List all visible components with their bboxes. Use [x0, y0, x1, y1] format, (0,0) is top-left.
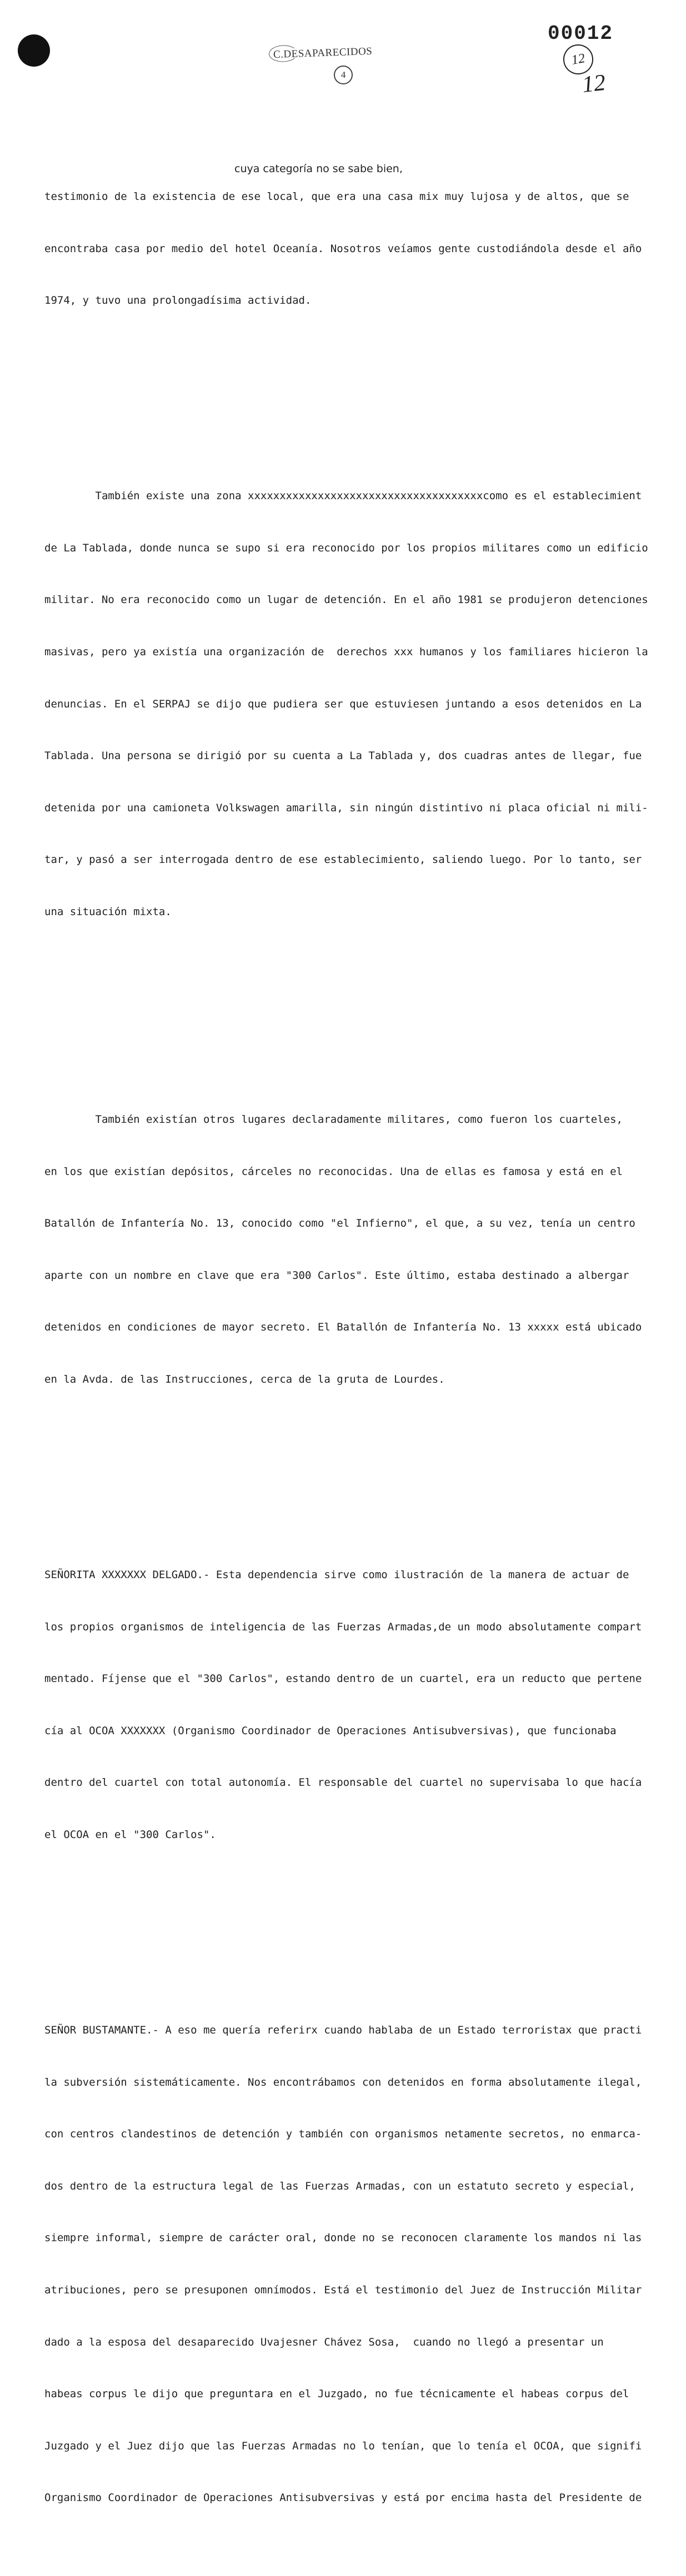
text-line: dado a la esposa del desaparecido Uvajesner Chávez Sosa, cuando no llegó a presentar un [44, 2336, 604, 2348]
text-line: También existían otros lugares declaradamente militares, como fueron los cuarteles, [44, 1113, 623, 1126]
text-line: una situación mixta. [44, 905, 172, 918]
archive-stamp-title: C.DESAPARECIDOS [273, 45, 373, 61]
text-line: Juzgado y el Juez dijo que las Fuerzas Armadas no lo tenían, que lo tenía el OCOA, que signifi [44, 2439, 642, 2452]
folio-circled-number: 12 [561, 42, 596, 77]
text-line: encontraba casa por medio del hotel Oceanía. Nosotros veíamos gente custodiándola desde el año [44, 242, 642, 255]
text-line: detenida por una camioneta Volkswagen amarilla, sin ningún distintivo ni placa oficial ni mili- [44, 801, 648, 814]
text-line: Batallón de Infantería No. 13, conocido como "el Infierno", el que, a su vez, tenía un centro [44, 1217, 635, 1230]
paragraph [44, 453, 648, 956]
text-line: tar, y pasó a ser interrogada dentro de ese establecimiento, saliendo luego. Por lo tanto, ser [44, 853, 642, 866]
text-line: el OCOA en el "300 Carlos". [44, 1828, 216, 1841]
text-line: en la Avda. de las Instrucciones, cerca de la gruta de Lourdes. [44, 1373, 445, 1385]
text-line: habeas corpus le dijo que preguntara en el Juzgado, no fue técnicamente el habeas corpus del [44, 2388, 629, 2401]
paragraph [44, 1077, 642, 1423]
text-line: los propios organismos de inteligencia de las Fuerzas Armadas,de un modo absolutamente compart [44, 1620, 642, 1633]
text-line: atribuciones, pero se presuponen omnímodos. Está el testimonio del Juez de Instrucción Militar [44, 2283, 642, 2296]
text-line: siempre informal, siempre de carácter oral, donde no se reconocen claramente los mandos ni las [44, 2232, 642, 2244]
paragraph [44, 154, 642, 344]
text-line: cía al OCOA XXXXXXX (Organismo Coordinador de Operaciones Antisubversivas), que funcionaba [44, 1724, 617, 1737]
text-line: Organismo Coordinador de Operaciones Antisubversivas y está por encima hasta del Presidente de [44, 2492, 642, 2504]
text-line: militar. No era reconocido como un lugar de detención. En el año 1981 se produjeron detenciones [44, 594, 648, 606]
text-line: SEÑOR BUSTAMANTE.- A eso me quería referirx cuando hablaba de un Estado terroristax que practi [44, 2023, 642, 2036]
text-line: aparte con un nombre en clave que era "300 Carlos". Este último, estaba destinado a albergar [44, 1269, 629, 1282]
typed-insertion-above-line: cuya categoría no se sabe bien, [234, 163, 403, 175]
paragraph [44, 1987, 642, 2542]
text-line: dos dentro de la estructura legal de las Fuerzas Armadas, con un estatuto secreto y especial, [44, 2180, 635, 2192]
text-line: detenidos en condiciones de mayor secreto. El Batallón de Infantería No. 13 xxxxx está ubicado [44, 1321, 642, 1334]
punch-hole-mark [18, 34, 50, 67]
text-line: testimonio de la existencia de ese local, que era una casa mix muy lujosa y de altos, que se [44, 190, 629, 203]
archive-stamp-mark: 4 [334, 66, 353, 84]
text-line: la subversión sistemáticamente. Nos encontrábamos con detenidos en forma absolutamente ilegal, [44, 2076, 642, 2088]
text-line: Tablada. Una persona se dirigió por su cuenta a La Tablada y, dos cuadras antes de llegar, fue [44, 750, 642, 762]
text-line: 1974, y tuvo una prolongadísima actividad. [44, 294, 312, 307]
text-line: con centros clandestinos de detención y también con organismos netamente secretos, no enmarca- [44, 2128, 642, 2141]
document-body [44, 102, 648, 2576]
paragraph [44, 1532, 642, 1879]
text-line: mentado. Fíjense que el "300 Carlos", estando dentro de un cuartel, era un reducto que pertene [44, 1673, 642, 1685]
folio-handwritten-number: 12 [580, 69, 607, 98]
text-line: SEÑORITA XXXXXXX DELGADO.- Esta dependencia sirve como ilustración de la manera de actuar de [44, 1568, 629, 1581]
text-line: de La Tablada, donde nunca se supo si era reconocido por los propios militares como un edificio [44, 541, 648, 554]
text-line: masivas, pero ya existía una organización de derechos xxx humanos y los familiares hicieron la [44, 646, 648, 658]
text-line: en los que existían depósitos, cárceles no reconocidas. Una de ellas es famosa y está en el [44, 1165, 623, 1178]
text-line: denuncias. En el SERPAJ se dijo que pudiera ser que estuviesen juntando a esos detenidos en La [44, 697, 642, 710]
text-line: dentro del cuartel con total autonomía. El responsable del cuartel no supervisaba lo que hacía [44, 1776, 642, 1789]
document-number: 00012 [548, 22, 614, 45]
text-line: También existe una zona xxxxxxxxxxxxxxxxxxxxxxxxxxxxxxxxxxxxxcomo es el establecimient [44, 490, 642, 503]
